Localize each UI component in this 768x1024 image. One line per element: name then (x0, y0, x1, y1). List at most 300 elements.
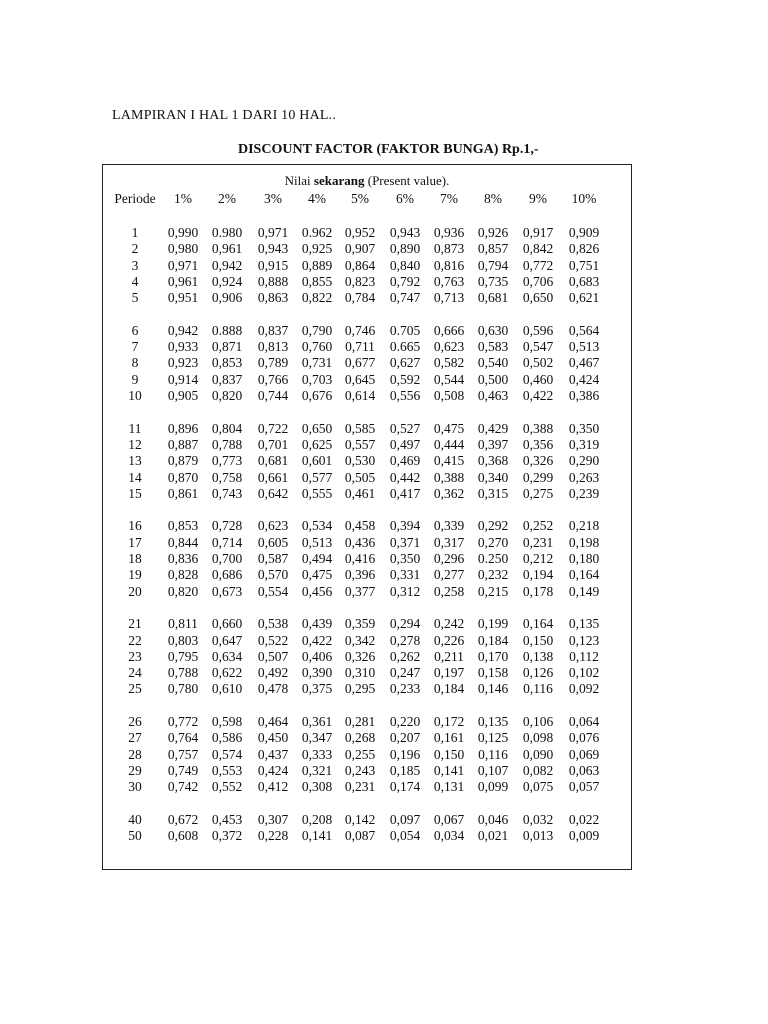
factor-cell: 0,570 (257, 567, 289, 583)
factor-cell: 0,386 (568, 388, 600, 403)
factor-cell: 0,505 (344, 469, 376, 485)
factor-cell: 0,627 (389, 355, 421, 371)
factor-cell: 0,106 (522, 714, 554, 729)
factor-cell: 0,942 (167, 322, 199, 338)
factor-cell: 0,429 (477, 420, 509, 436)
factor-cell: 0,971 (167, 257, 199, 273)
column-header-rate: 3% (264, 191, 282, 206)
factor-cell: 0,361 (301, 714, 333, 729)
factor-cell: 0,936 (433, 225, 465, 240)
factor-cell: 0,464 (257, 714, 289, 729)
factor-cell: 0,728 (211, 518, 243, 534)
period-cell: 29 (128, 762, 142, 778)
factor-cell: 0,686 (211, 567, 243, 583)
factor-cell: 0,247 (389, 665, 421, 681)
factor-cell: 0,513 (301, 534, 333, 550)
factor-cell: 0,557 (344, 436, 376, 452)
column-header-rate: 9% (529, 191, 547, 206)
period-cell: 7 (131, 339, 139, 355)
factor-cell: 0,125 (477, 730, 509, 746)
factor-cell: 0,467 (568, 355, 600, 371)
factor-cell: 0,388 (522, 420, 554, 436)
factor-cell: 0,076 (568, 730, 600, 746)
factor-cell: 0,508 (433, 388, 465, 403)
period-cell: 14 (128, 469, 142, 485)
factor-cell: 0,507 (257, 648, 289, 664)
caption-prefix: Nilai (284, 173, 314, 188)
factor-cell: 0,281 (344, 714, 376, 729)
factor-cell: 0,961 (167, 273, 199, 289)
factor-cell: 0,299 (522, 469, 554, 485)
factor-cell: 0,683 (568, 273, 600, 289)
factor-cell: 0,547 (522, 339, 554, 355)
factor-cell: 0,634 (211, 648, 243, 664)
factor-cell: 0,820 (167, 583, 199, 599)
factor-cell: 0,135 (568, 616, 600, 632)
factor-cell: 0,887 (167, 436, 199, 452)
factor-cell: 0,057 (568, 779, 600, 795)
factor-cell: 0,478 (257, 681, 289, 697)
column-header-rate: 4% (308, 191, 326, 206)
factor-cell: 0,263 (568, 469, 600, 485)
factor-cell: 0,497 (389, 436, 421, 452)
factor-cell: 0,135 (477, 714, 509, 729)
factor-cell: 0,321 (301, 762, 333, 778)
factor-cell: 0,368 (477, 453, 509, 469)
factor-cell: 0,870 (167, 469, 199, 485)
factor-cell: 0,610 (211, 681, 243, 697)
factor-cell: 0,123 (568, 632, 600, 648)
factor-cell: 0,826 (568, 241, 600, 257)
period-cell: 11 (128, 420, 142, 436)
factor-cell: 0,150 (522, 632, 554, 648)
factor-cell: 0,461 (344, 485, 376, 501)
factor-cell: 0,522 (257, 632, 289, 648)
factor-cell: 0,623 (433, 339, 465, 355)
factor-cell: 0,642 (257, 485, 289, 501)
factor-cell: 0,141 (433, 762, 465, 778)
period-cell: 13 (128, 453, 142, 469)
factor-cell: 0.980 (211, 225, 243, 240)
period-cell: 24 (128, 665, 142, 681)
factor-cell: 0,751 (568, 257, 600, 273)
factor-cell: 0,925 (301, 241, 333, 257)
factor-cell: 0,574 (211, 746, 243, 762)
factor-cell: 0,022 (568, 811, 600, 827)
factor-cell: 0,331 (389, 567, 421, 583)
factor-cell: 0,766 (257, 371, 289, 387)
factor-cell: 0,906 (211, 290, 243, 306)
factor-cell: 0,422 (522, 388, 554, 403)
factor-cell: 0,126 (522, 665, 554, 681)
factor-cell: 0,340 (477, 469, 509, 485)
factor-cell: 0,971 (257, 225, 289, 240)
factor-cell: 0,390 (301, 665, 333, 681)
factor-cell: 0,442 (389, 469, 421, 485)
factor-cell: 0,444 (433, 436, 465, 452)
factor-cell: 0,350 (568, 420, 600, 436)
factor-cell: 0,794 (477, 257, 509, 273)
factor-cell: 0,416 (344, 551, 376, 566)
factor-cell: 0,681 (477, 290, 509, 306)
factor-cell: 0,905 (167, 388, 199, 403)
period-cell: 26 (128, 714, 142, 729)
column-header-rate: 7% (440, 191, 458, 206)
factor-cell: 0,907 (344, 241, 376, 257)
factor-cell: 0,032 (522, 811, 554, 827)
factor-cell: 0,063 (568, 762, 600, 778)
factor-cell: 0,840 (389, 257, 421, 273)
factor-cell: 0,582 (433, 355, 465, 371)
factor-cell: 0,735 (477, 273, 509, 289)
factor-cell: 0,196 (389, 746, 421, 762)
factor-cell: 0,278 (389, 632, 421, 648)
factor-cell: 0,951 (167, 290, 199, 306)
factor-cell: 0,943 (257, 241, 289, 257)
factor-cell: 0,172 (433, 714, 465, 729)
factor-cell: 0,377 (344, 583, 376, 599)
factor-cell: 0,598 (211, 714, 243, 729)
column-header-rate: 10% (571, 191, 597, 206)
factor-cell: 0,556 (389, 388, 421, 403)
factor-cell: 0,164 (522, 616, 554, 632)
factor-cell: 0,138 (522, 648, 554, 664)
factor-cell: 0,294 (389, 616, 421, 632)
factor-cell: 0,749 (167, 762, 199, 778)
factor-cell: 0,262 (389, 648, 421, 664)
factor-cell: 0,199 (477, 616, 509, 632)
factor-cell: 0,744 (257, 388, 289, 403)
factor-cell: 0,255 (344, 746, 376, 762)
factor-cell: 0,212 (522, 551, 554, 566)
factor-cell: 0,943 (389, 225, 421, 240)
factor-cell: 0,009 (568, 828, 600, 844)
factor-cell: 0,622 (211, 665, 243, 681)
factor-cell: 0,980 (167, 241, 199, 257)
factor-cell: 0,194 (522, 567, 554, 583)
factor-cell: 0,888 (257, 273, 289, 289)
factor-cell: 0,844 (167, 534, 199, 550)
factor-cell: 0,587 (257, 551, 289, 566)
factor-cell: 0,312 (389, 583, 421, 599)
factor-cell: 0.665 (389, 339, 421, 355)
factor-cell: 0,198 (568, 534, 600, 550)
factor-cell: 0,242 (433, 616, 465, 632)
column-header-periode: Periode (114, 191, 156, 206)
period-cell: 19 (128, 567, 142, 583)
factor-cell: 0,502 (522, 355, 554, 371)
factor-cell: 0,828 (167, 567, 199, 583)
factor-cell: 0,412 (257, 779, 289, 795)
factor-cell: 0,437 (257, 746, 289, 762)
factor-cell: 0,099 (477, 779, 509, 795)
factor-cell: 0,436 (344, 534, 376, 550)
period-cell: 25 (128, 681, 142, 697)
factor-cell: 0,789 (257, 355, 289, 371)
period-cell: 10 (128, 388, 142, 403)
factor-cell: 0,763 (433, 273, 465, 289)
factor-cell: 0,909 (568, 225, 600, 240)
factor-cell: 0,647 (211, 632, 243, 648)
factor-cell: 0,231 (522, 534, 554, 550)
factor-cell: 0,375 (301, 681, 333, 697)
factor-cell: 0,215 (477, 583, 509, 599)
factor-cell: 0,853 (167, 518, 199, 534)
factor-cell: 0,746 (344, 322, 376, 338)
factor-cell: 0,823 (344, 273, 376, 289)
factor-cell: 0,743 (211, 485, 243, 501)
factor-cell: 0,540 (477, 355, 509, 371)
factor-cell: 0,424 (568, 371, 600, 387)
period-cell: 21 (128, 616, 142, 632)
factor-cell: 0,864 (344, 257, 376, 273)
column-header-rate: 6% (396, 191, 414, 206)
factor-cell: 0,842 (522, 241, 554, 257)
factor-cell: 0,703 (301, 371, 333, 387)
factor-cell: 0,220 (389, 714, 421, 729)
factor-cell: 0,822 (301, 290, 333, 306)
factor-cell: 0,861 (167, 485, 199, 501)
factor-cell: 0,067 (433, 811, 465, 827)
factor-cell: 0.962 (301, 225, 333, 240)
factor-cell: 0,621 (568, 290, 600, 306)
period-cell: 5 (131, 290, 139, 306)
factor-cell: 0,837 (257, 322, 289, 338)
factor-cell: 0,406 (301, 648, 333, 664)
factor-cell: 0,871 (211, 339, 243, 355)
factor-cell: 0,714 (211, 534, 243, 550)
page-title: DISCOUNT FACTOR (FAKTOR BUNGA) Rp.1,- (238, 142, 539, 157)
factor-cell: 0,087 (344, 828, 376, 844)
factor-cell: 0,790 (301, 322, 333, 338)
factor-cell: 0,307 (257, 811, 289, 827)
factor-cell: 0,788 (167, 665, 199, 681)
factor-cell: 0,308 (301, 779, 333, 795)
factor-cell: 0,513 (568, 339, 600, 355)
factor-cell: 0,290 (568, 453, 600, 469)
factor-cell: 0,601 (301, 453, 333, 469)
factor-cell: 0,933 (167, 339, 199, 355)
factor-cell: 0,747 (389, 290, 421, 306)
factor-cell: 0,713 (433, 290, 465, 306)
factor-cell: 0,149 (568, 583, 600, 599)
factor-cell: 0,879 (167, 453, 199, 469)
factor-cell: 0,326 (522, 453, 554, 469)
factor-cell: 0,700 (211, 551, 243, 566)
factor-cell: 0,494 (301, 551, 333, 566)
factor-cell: 0,439 (301, 616, 333, 632)
factor-cell: 0,252 (522, 518, 554, 534)
factor-cell: 0,394 (389, 518, 421, 534)
factor-cell: 0,500 (477, 371, 509, 387)
period-cell: 22 (128, 632, 142, 648)
period-cell: 6 (131, 322, 139, 338)
factor-cell: 0,268 (344, 730, 376, 746)
period-cell: 16 (128, 518, 142, 534)
factor-cell: 0,069 (568, 746, 600, 762)
factor-cell: 0,178 (522, 583, 554, 599)
caption-suffix: (Present value). (364, 173, 450, 188)
factor-cell: 0,731 (301, 355, 333, 371)
factor-cell: 0,450 (257, 730, 289, 746)
factor-cell: 0,424 (257, 762, 289, 778)
factor-cell: 0,923 (167, 355, 199, 371)
factor-cell: 0,098 (522, 730, 554, 746)
column-header-rate: 1% (174, 191, 192, 206)
factor-cell: 0,054 (389, 828, 421, 844)
factor-cell: 0,218 (568, 518, 600, 534)
factor-cell: 0,820 (211, 388, 243, 403)
factor-cell: 0,757 (167, 746, 199, 762)
factor-cell: 0,142 (344, 811, 376, 827)
factor-cell: 0,158 (477, 665, 509, 681)
factor-cell: 0,672 (167, 811, 199, 827)
factor-cell: 0,211 (434, 648, 464, 664)
factor-cell: 0,760 (301, 339, 333, 355)
column-header-rate: 2% (218, 191, 236, 206)
factor-cell: 0,415 (433, 453, 465, 469)
factor-cell: 0,326 (344, 648, 376, 664)
factor-cell: 0,233 (389, 681, 421, 697)
factor-cell: 0,677 (344, 355, 376, 371)
factor-cell: 0,772 (167, 714, 199, 729)
factor-cell: 0,310 (344, 665, 376, 681)
factor-cell: 0,630 (477, 322, 509, 338)
factor-cell: 0,792 (389, 273, 421, 289)
factor-cell: 0,803 (167, 632, 199, 648)
factor-cell: 0,317 (433, 534, 465, 550)
factor-cell: 0,226 (433, 632, 465, 648)
factor-cell: 0,990 (167, 225, 199, 240)
factor-cell: 0,873 (433, 241, 465, 257)
factor-cell: 0,773 (211, 453, 243, 469)
factor-cell: 0,544 (433, 371, 465, 387)
factor-cell: 0,141 (301, 828, 333, 844)
factor-cell: 0,460 (522, 371, 554, 387)
factor-cell: 0,917 (522, 225, 554, 240)
factor-cell: 0,164 (568, 567, 600, 583)
factor-cell: 0,315 (477, 485, 509, 501)
factor-cell: 0,116 (523, 681, 553, 697)
factor-cell: 0,319 (568, 436, 600, 452)
factor-cell: 0,475 (301, 567, 333, 583)
factor-cell: 0,914 (167, 371, 199, 387)
factor-cell: 0,623 (257, 518, 289, 534)
factor-cell: 0,231 (344, 779, 376, 795)
factor-cell: 0,046 (477, 811, 509, 827)
factor-cell: 0,197 (433, 665, 465, 681)
factor-cell: 0,453 (211, 811, 243, 827)
factor-cell: 0,661 (257, 469, 289, 485)
column-header-rate: 5% (351, 191, 369, 206)
factor-cell: 0,277 (433, 567, 465, 583)
factor-cell: 0,102 (568, 665, 600, 681)
factor-cell: 0,772 (522, 257, 554, 273)
factor-cell: 0,296 (433, 551, 465, 566)
factor-cell: 0,075 (522, 779, 554, 795)
factor-cell: 0,396 (344, 567, 376, 583)
factor-cell: 0,795 (167, 648, 199, 664)
factor-cell: 0,146 (477, 681, 509, 697)
factor-cell: 0,889 (301, 257, 333, 273)
table-caption (103, 173, 631, 189)
factor-cell: 0,170 (477, 648, 509, 664)
factor-cell: 0,232 (477, 567, 509, 583)
factor-cell: 0,586 (211, 730, 243, 746)
period-cell: 30 (128, 779, 142, 795)
factor-cell: 0,555 (301, 485, 333, 501)
factor-cell: 0,082 (522, 762, 554, 778)
factor-cell: 0,064 (568, 714, 600, 729)
factor-cell: 0,608 (167, 828, 199, 844)
factor-cell: 0,863 (257, 290, 289, 306)
factor-cell: 0,804 (211, 420, 243, 436)
period-cell: 3 (131, 257, 139, 273)
factor-cell: 0,350 (389, 551, 421, 566)
factor-cell: 0,034 (433, 828, 465, 844)
period-cell: 1 (131, 225, 139, 240)
factor-cell: 0,161 (433, 730, 465, 746)
factor-cell: 0,356 (522, 436, 554, 452)
factor-cell: 0,184 (433, 681, 465, 697)
factor-cell: 0,784 (344, 290, 376, 306)
factor-cell: 0,676 (301, 388, 333, 403)
factor-cell: 0,813 (257, 339, 289, 355)
factor-cell: 0,564 (568, 322, 600, 338)
factor-cell: 0,855 (301, 273, 333, 289)
factor-cell: 0,292 (477, 518, 509, 534)
period-cell: 17 (128, 534, 142, 550)
factor-cell: 0,208 (301, 811, 333, 827)
factor-cell: 0,596 (522, 322, 554, 338)
factor-cell: 0,742 (167, 779, 199, 795)
factor-cell: 0,552 (211, 779, 243, 795)
factor-cell: 0,372 (211, 828, 243, 844)
factor-cell: 0,660 (211, 616, 243, 632)
factor-cell: 0,180 (568, 551, 600, 566)
factor-cell: 0,207 (389, 730, 421, 746)
period-cell: 8 (131, 355, 139, 371)
factor-cell: 0,417 (389, 485, 421, 501)
factor-cell: 0,342 (344, 632, 376, 648)
factor-cell: 0,650 (301, 420, 333, 436)
factor-cell: 0,605 (257, 534, 289, 550)
period-cell: 18 (128, 551, 142, 566)
factor-cell: 0,258 (433, 583, 465, 599)
caption-bold: sekarang (313, 173, 365, 188)
factor-cell: 0,924 (211, 273, 243, 289)
factor-cell: 0,228 (257, 828, 289, 844)
period-cell: 4 (131, 273, 139, 289)
factor-cell: 0,184 (477, 632, 509, 648)
factor-cell: 0,890 (389, 241, 421, 257)
factor-cell: 0,185 (389, 762, 421, 778)
factor-cell: 0,469 (389, 453, 421, 469)
period-cell: 15 (128, 485, 142, 501)
factor-cell: 0,243 (344, 762, 376, 778)
discount-factor-table (102, 164, 632, 870)
factor-cell: 0,116 (478, 746, 508, 762)
factor-cell: 0,583 (477, 339, 509, 355)
period-cell: 40 (128, 811, 142, 827)
factor-cell: 0.888 (211, 322, 243, 338)
factor-cell: 0,853 (211, 355, 243, 371)
factor-cell: 0,553 (211, 762, 243, 778)
factor-cell: 0,530 (344, 453, 376, 469)
factor-cell: 0,021 (477, 828, 509, 844)
factor-cell: 0,538 (257, 616, 289, 632)
factor-cell: 0,554 (257, 583, 289, 599)
